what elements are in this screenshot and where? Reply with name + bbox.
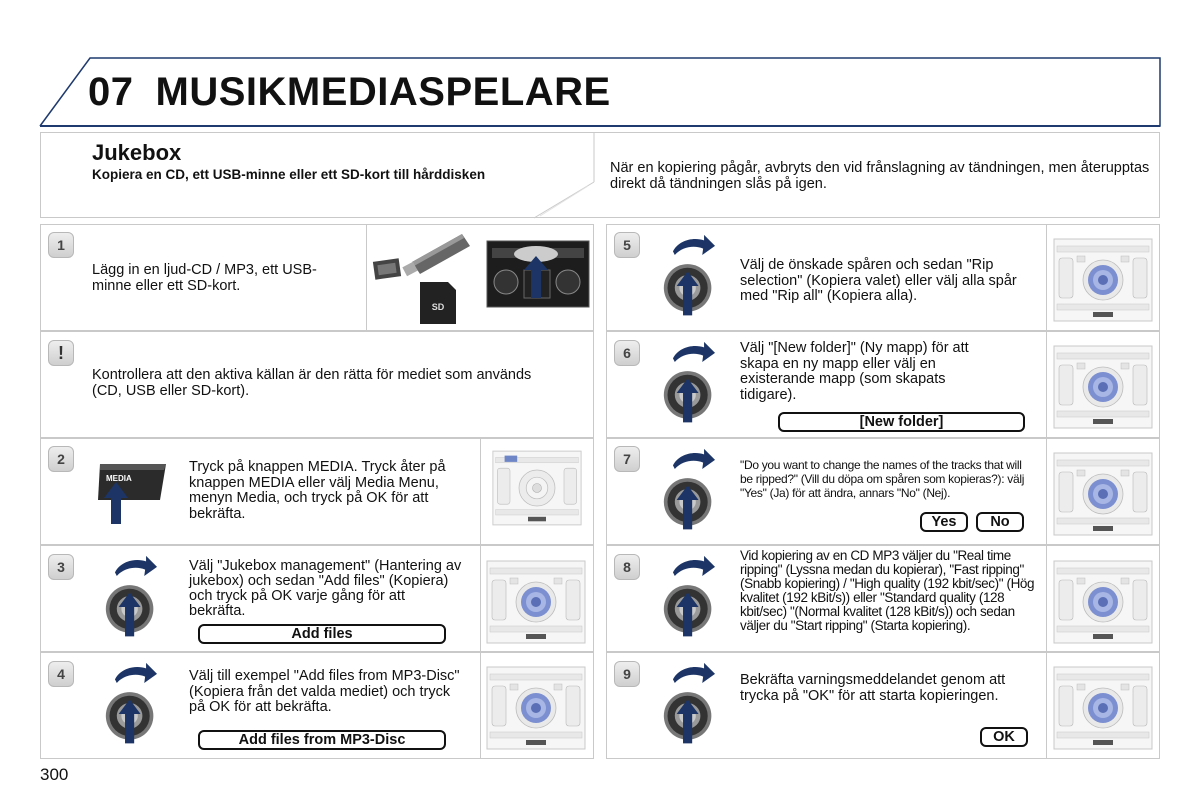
rotary-knob-icon — [104, 547, 168, 647]
step-7-badge: 7 — [614, 446, 640, 472]
page-number: 300 — [40, 765, 69, 784]
step-1-text: Lägg in en ljud-CD / MP3, ett USB-minne eller ett SD-kort. — [92, 262, 317, 294]
usb-stick-icon — [372, 228, 472, 288]
svg-text:SD: SD — [431, 302, 445, 312]
step-7-text: "Do you want to change the names of the tracks that will be ripped?" (Vill du döpa om spåren som kopieras?): välj "Yes" (Ja) för att ändra, annars "No" (Nej). — [740, 458, 1025, 500]
intro-divider — [530, 132, 600, 220]
no-option[interactable]: No — [976, 512, 1024, 532]
control-panel-image — [1053, 238, 1153, 322]
section-title: Jukebox — [92, 140, 182, 165]
new-folder-option[interactable]: [New folder] — [778, 412, 1025, 432]
step-8-badge: 8 — [614, 554, 640, 580]
step-6-badge: 6 — [614, 340, 640, 366]
control-panel-image — [1053, 560, 1153, 644]
chapter-title: MUSIKMEDIASPELARE — [155, 70, 611, 114]
media-button-icon — [96, 460, 170, 526]
step-1-badge: 1 — [48, 232, 74, 258]
step-4-image-divider — [480, 652, 481, 759]
step-7-image-divider — [1046, 438, 1047, 545]
step-2-text: Tryck på knappen MEDIA. Tryck åter på knappen MEDIA eller välj Media Menu, menyn Media, och tryck på OK för att bekräfta. — [189, 459, 446, 522]
control-panel-image — [486, 560, 586, 644]
step-4-badge: 4 — [48, 661, 74, 687]
sd-card-icon — [418, 280, 458, 326]
step-3-badge: 3 — [48, 554, 74, 580]
warning-badge: ! — [48, 340, 74, 366]
step-9-image-divider — [1046, 652, 1047, 759]
rotary-knob-icon — [662, 547, 726, 647]
control-panel-image — [492, 450, 582, 526]
intro-note: När en kopiering pågår, avbryts den vid frånslagning av tändningen, men återupptas direkt då tändningen slås på igen. — [610, 160, 1150, 192]
warning-text: Kontrollera att den aktiva källan är den rätta för mediet som används (CD, USB eller SD-kort). — [92, 367, 532, 399]
step-6-image-divider — [1046, 331, 1047, 438]
rotary-knob-icon — [662, 654, 726, 754]
step-2-image-divider — [480, 438, 481, 545]
step-8-image-divider — [1046, 545, 1047, 652]
step-6-text: Välj "[New folder]" (Ny mapp) för att skapa en ny mapp eller välj en existerande mapp (som skapats tidigare). — [740, 340, 969, 403]
page-title — [88, 70, 611, 115]
section-subtitle: Kopiera en CD, ett USB-minne eller ett SD-kort till hårddisken — [92, 167, 486, 182]
step-5-image-divider — [1046, 224, 1047, 331]
media-images-divider — [366, 224, 367, 331]
control-panel-image — [486, 666, 586, 750]
step-9-badge: 9 — [614, 661, 640, 687]
step-5-text: Välj de önskade spåren och sedan "Rip selection" (Kopiera valet) eller välj alla spår med "Rip all" (Kopiera alla). — [740, 257, 1017, 304]
step-4-text: Välj till exempel "Add files from MP3-Disc" (Kopiera från det valda mediet) och tryck på OK för att bekräfta. — [189, 668, 460, 715]
add-files-option[interactable]: Add files — [198, 624, 446, 644]
cd-slot-image — [486, 240, 590, 308]
ok-option[interactable]: OK — [980, 727, 1028, 747]
rotary-knob-icon — [662, 333, 726, 433]
step-2-badge: 2 — [48, 446, 74, 472]
rotary-knob-icon — [662, 440, 726, 540]
yes-option[interactable]: Yes — [920, 512, 968, 532]
step-3-text: Välj "Jukebox management" (Hantering av jukebox) och sedan "Add files" (Kopiera) och tryck på OK varje gång för att bekräfta. — [189, 558, 462, 619]
step-3-image-divider — [480, 545, 481, 652]
step-5-badge: 5 — [614, 232, 640, 258]
media-button-label: MEDIA — [106, 474, 132, 483]
add-files-from-mp3-disc-option[interactable]: Add files from MP3-Disc — [198, 730, 446, 750]
control-panel-image — [1053, 345, 1153, 429]
control-panel-image — [1053, 666, 1153, 750]
step-8-text: Vid kopiering av en CD MP3 väljer du "Real time ripping" (Lyssna medan du kopierar), "Fast ripping" (Snabb kopiering) / "High quality (192 kbit/sec)" (Hög kvalitet (192 kBit/s)) eller "Standard quality (128 kbit/sec) "(Normal kvalitet (128 kBit/s)) och sedan väljer du "Start ripping" (Starta kopiering). — [740, 548, 1035, 633]
rotary-knob-icon — [104, 654, 168, 754]
rotary-knob-icon — [662, 226, 726, 326]
step-9-text: Bekräfta varningsmeddelandet genom att trycka på "OK" för att starta kopieringen. — [740, 672, 1006, 704]
chapter-number: 07 — [88, 70, 134, 114]
control-panel-image — [1053, 452, 1153, 536]
